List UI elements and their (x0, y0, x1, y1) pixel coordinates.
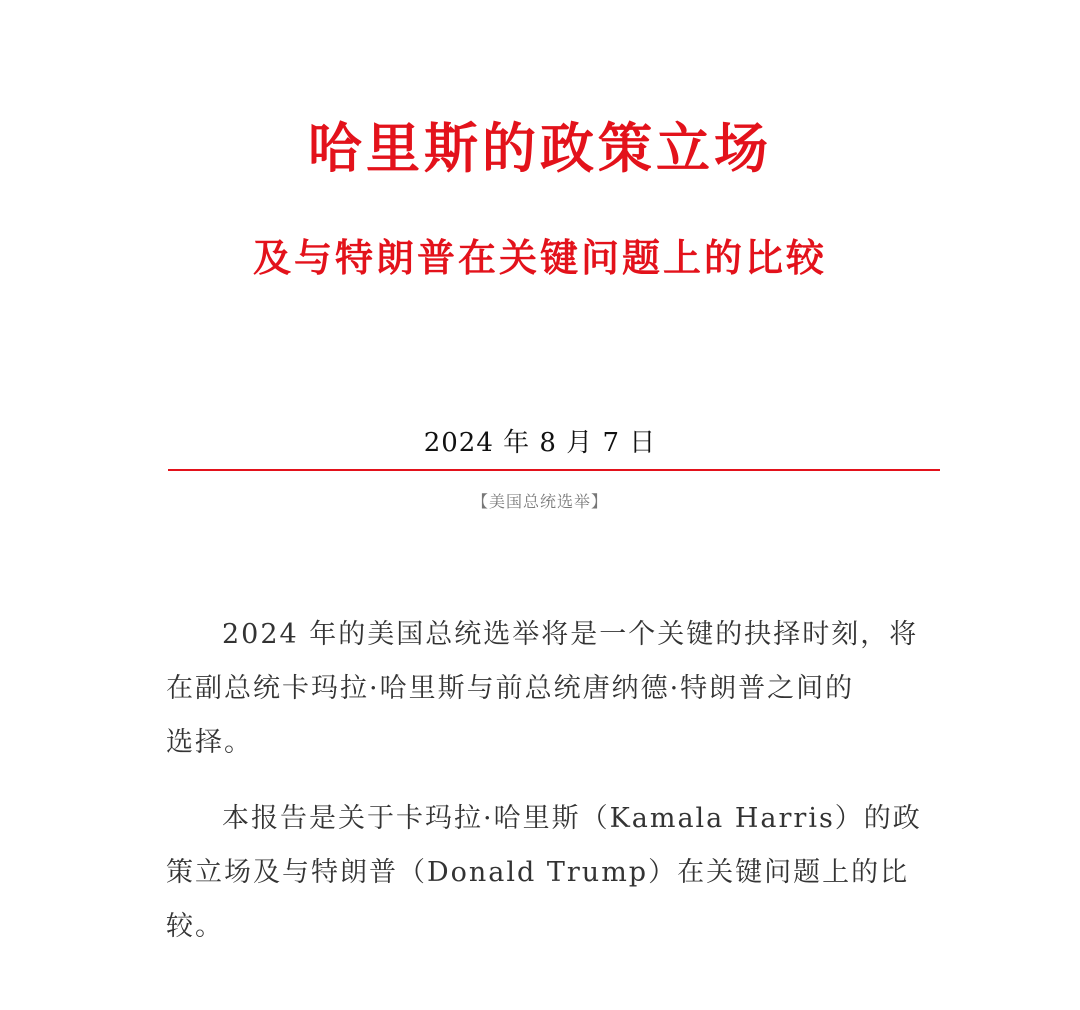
paragraph-line: 本报告是关于卡玛拉·哈里斯（Kamala Harris）的政 (222, 803, 922, 834)
paragraph-intro (166, 608, 926, 770)
paragraph-line: 选择。 (166, 727, 253, 758)
document-subtitle: 及与特朗普在关键问题上的比较 (252, 235, 827, 280)
document-body (166, 608, 926, 976)
document-title: 哈里斯的政策立场 (308, 116, 772, 180)
red-divider-line (168, 469, 940, 471)
document-date: 2024 年 8 月 7 日 (423, 428, 657, 458)
paragraph-line: 2024 年的美国总统选举将是一个关键的抉择时刻，将 (222, 619, 919, 650)
paragraph-line: 较。 (166, 911, 224, 942)
category-tag: 【美国总统选举】 (471, 492, 608, 511)
paragraph-report-scope (166, 792, 926, 954)
paragraph-line: 在副总统卡玛拉·哈里斯与前总统唐纳德·特朗普之间的 (166, 673, 855, 704)
paragraph-line: 策立场及与特朗普（Donald Trump）在关键问题上的比 (166, 857, 910, 888)
